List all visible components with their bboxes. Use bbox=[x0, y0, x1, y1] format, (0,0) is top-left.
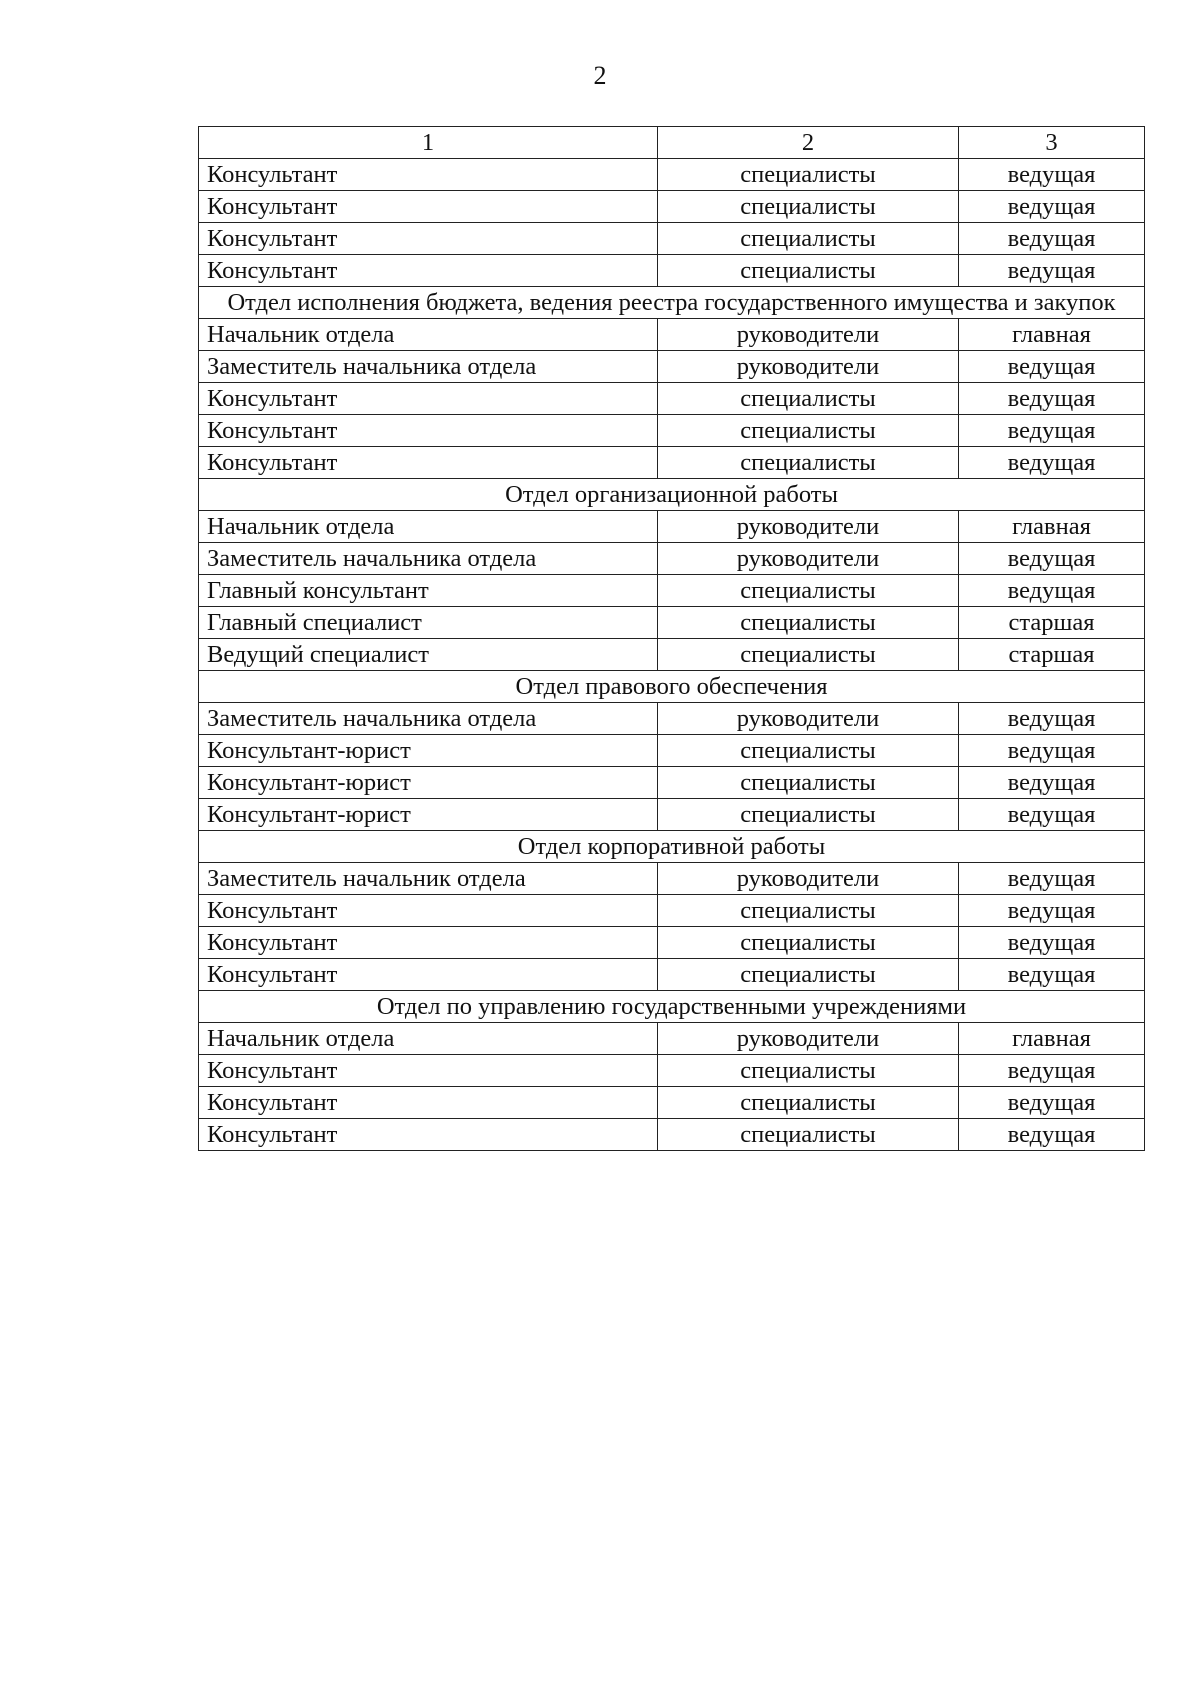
section-title: Отдел исполнения бюджета, ведения реестра государственного имущества и закупок bbox=[199, 287, 1145, 319]
table-row bbox=[199, 1023, 1145, 1055]
position-cell: Консультант bbox=[199, 1119, 658, 1151]
table-row bbox=[199, 351, 1145, 383]
category-cell: руководители bbox=[658, 351, 959, 383]
position-cell: Консультант bbox=[199, 1087, 658, 1119]
category-cell: специалисты bbox=[658, 639, 959, 671]
group-cell: ведущая bbox=[959, 159, 1145, 191]
table-row bbox=[199, 415, 1145, 447]
category-cell: руководители bbox=[658, 863, 959, 895]
group-cell: ведущая bbox=[959, 927, 1145, 959]
position-cell: Ведущий специалист bbox=[199, 639, 658, 671]
position-cell: Начальник отдела bbox=[199, 319, 658, 351]
position-cell: Консультант bbox=[199, 927, 658, 959]
table-row bbox=[199, 511, 1145, 543]
position-cell: Консультант bbox=[199, 895, 658, 927]
group-cell: ведущая bbox=[959, 703, 1145, 735]
section-title: Отдел правового обеспечения bbox=[199, 671, 1145, 703]
column-header-2: 2 bbox=[658, 127, 959, 159]
table-row bbox=[199, 863, 1145, 895]
category-cell: специалисты bbox=[658, 383, 959, 415]
category-cell: специалисты bbox=[658, 927, 959, 959]
section-row bbox=[199, 671, 1145, 703]
category-cell: специалисты bbox=[658, 767, 959, 799]
group-cell: ведущая bbox=[959, 415, 1145, 447]
category-cell: специалисты bbox=[658, 223, 959, 255]
group-cell: главная bbox=[959, 319, 1145, 351]
section-row bbox=[199, 991, 1145, 1023]
group-cell: ведущая bbox=[959, 543, 1145, 575]
table-row bbox=[199, 255, 1145, 287]
position-cell: Заместитель начальника отдела bbox=[199, 703, 658, 735]
group-cell: ведущая bbox=[959, 1055, 1145, 1087]
position-cell: Начальник отдела bbox=[199, 1023, 658, 1055]
category-cell: специалисты bbox=[658, 799, 959, 831]
category-cell: руководители bbox=[658, 703, 959, 735]
group-cell: ведущая bbox=[959, 959, 1145, 991]
table-body bbox=[199, 127, 1145, 1151]
group-cell: ведущая bbox=[959, 191, 1145, 223]
section-title: Отдел организационной работы bbox=[199, 479, 1145, 511]
group-cell: ведущая bbox=[959, 383, 1145, 415]
category-cell: специалисты bbox=[658, 895, 959, 927]
group-cell: ведущая bbox=[959, 799, 1145, 831]
table-row bbox=[199, 607, 1145, 639]
table-row bbox=[199, 319, 1145, 351]
table-row bbox=[199, 223, 1145, 255]
section-title: Отдел корпоративной работы bbox=[199, 831, 1145, 863]
column-header-3: 3 bbox=[959, 127, 1145, 159]
table-row bbox=[199, 927, 1145, 959]
group-cell: ведущая bbox=[959, 767, 1145, 799]
column-header-1: 1 bbox=[199, 127, 658, 159]
table-row bbox=[199, 383, 1145, 415]
position-cell: Консультант bbox=[199, 223, 658, 255]
group-cell: ведущая bbox=[959, 351, 1145, 383]
category-cell: специалисты bbox=[658, 959, 959, 991]
category-cell: специалисты bbox=[658, 1055, 959, 1087]
group-cell: главная bbox=[959, 1023, 1145, 1055]
group-cell: старшая bbox=[959, 639, 1145, 671]
group-cell: ведущая bbox=[959, 735, 1145, 767]
group-cell: ведущая bbox=[959, 1087, 1145, 1119]
group-cell: ведущая bbox=[959, 447, 1145, 479]
category-cell: специалисты bbox=[658, 415, 959, 447]
table-header-row bbox=[199, 127, 1145, 159]
position-cell: Главный консультант bbox=[199, 575, 658, 607]
page-number: 2 bbox=[593, 61, 607, 90]
table-row bbox=[199, 447, 1145, 479]
category-cell: специалисты bbox=[658, 1087, 959, 1119]
section-title: Отдел по управлению государственными учреждениями bbox=[199, 991, 1145, 1023]
group-cell: ведущая bbox=[959, 255, 1145, 287]
position-cell: Консультант bbox=[199, 415, 658, 447]
category-cell: руководители bbox=[658, 543, 959, 575]
group-cell: ведущая bbox=[959, 863, 1145, 895]
table-row bbox=[199, 959, 1145, 991]
position-cell: Консультант bbox=[199, 1055, 658, 1087]
table-row bbox=[199, 1119, 1145, 1151]
group-cell: ведущая bbox=[959, 895, 1145, 927]
table-row bbox=[199, 1055, 1145, 1087]
position-cell: Консультант bbox=[199, 383, 658, 415]
category-cell: специалисты bbox=[658, 1119, 959, 1151]
category-cell: специалисты bbox=[658, 575, 959, 607]
group-cell: ведущая bbox=[959, 575, 1145, 607]
group-cell: старшая bbox=[959, 607, 1145, 639]
table-row bbox=[199, 639, 1145, 671]
group-cell: ведущая bbox=[959, 223, 1145, 255]
category-cell: руководители bbox=[658, 319, 959, 351]
position-cell: Начальник отдела bbox=[199, 511, 658, 543]
table-row bbox=[199, 735, 1145, 767]
category-cell: специалисты bbox=[658, 447, 959, 479]
section-row bbox=[199, 831, 1145, 863]
category-cell: специалисты bbox=[658, 607, 959, 639]
category-cell: руководители bbox=[658, 511, 959, 543]
table-row bbox=[199, 543, 1145, 575]
section-row bbox=[199, 287, 1145, 319]
position-cell: Консультант bbox=[199, 255, 658, 287]
position-cell: Главный специалист bbox=[199, 607, 658, 639]
table-row bbox=[199, 703, 1145, 735]
position-cell: Заместитель начальника отдела bbox=[199, 543, 658, 575]
position-cell: Консультант-юрист bbox=[199, 767, 658, 799]
section-row bbox=[199, 479, 1145, 511]
category-cell: руководители bbox=[658, 1023, 959, 1055]
group-cell: главная bbox=[959, 511, 1145, 543]
group-cell: ведущая bbox=[959, 1119, 1145, 1151]
table-row bbox=[199, 767, 1145, 799]
position-cell: Консультант bbox=[199, 447, 658, 479]
staff-positions-table bbox=[198, 126, 1145, 1151]
category-cell: специалисты bbox=[658, 159, 959, 191]
category-cell: специалисты bbox=[658, 255, 959, 287]
table-row bbox=[199, 895, 1145, 927]
table-row bbox=[199, 1087, 1145, 1119]
position-cell: Заместитель начальник отдела bbox=[199, 863, 658, 895]
table-row bbox=[199, 575, 1145, 607]
table-row bbox=[199, 191, 1145, 223]
position-cell: Консультант bbox=[199, 191, 658, 223]
position-cell: Консультант-юрист bbox=[199, 799, 658, 831]
table-row bbox=[199, 799, 1145, 831]
position-cell: Заместитель начальника отдела bbox=[199, 351, 658, 383]
category-cell: специалисты bbox=[658, 735, 959, 767]
position-cell: Консультант bbox=[199, 159, 658, 191]
table-row bbox=[199, 159, 1145, 191]
position-cell: Консультант-юрист bbox=[199, 735, 658, 767]
position-cell: Консультант bbox=[199, 959, 658, 991]
category-cell: специалисты bbox=[658, 191, 959, 223]
